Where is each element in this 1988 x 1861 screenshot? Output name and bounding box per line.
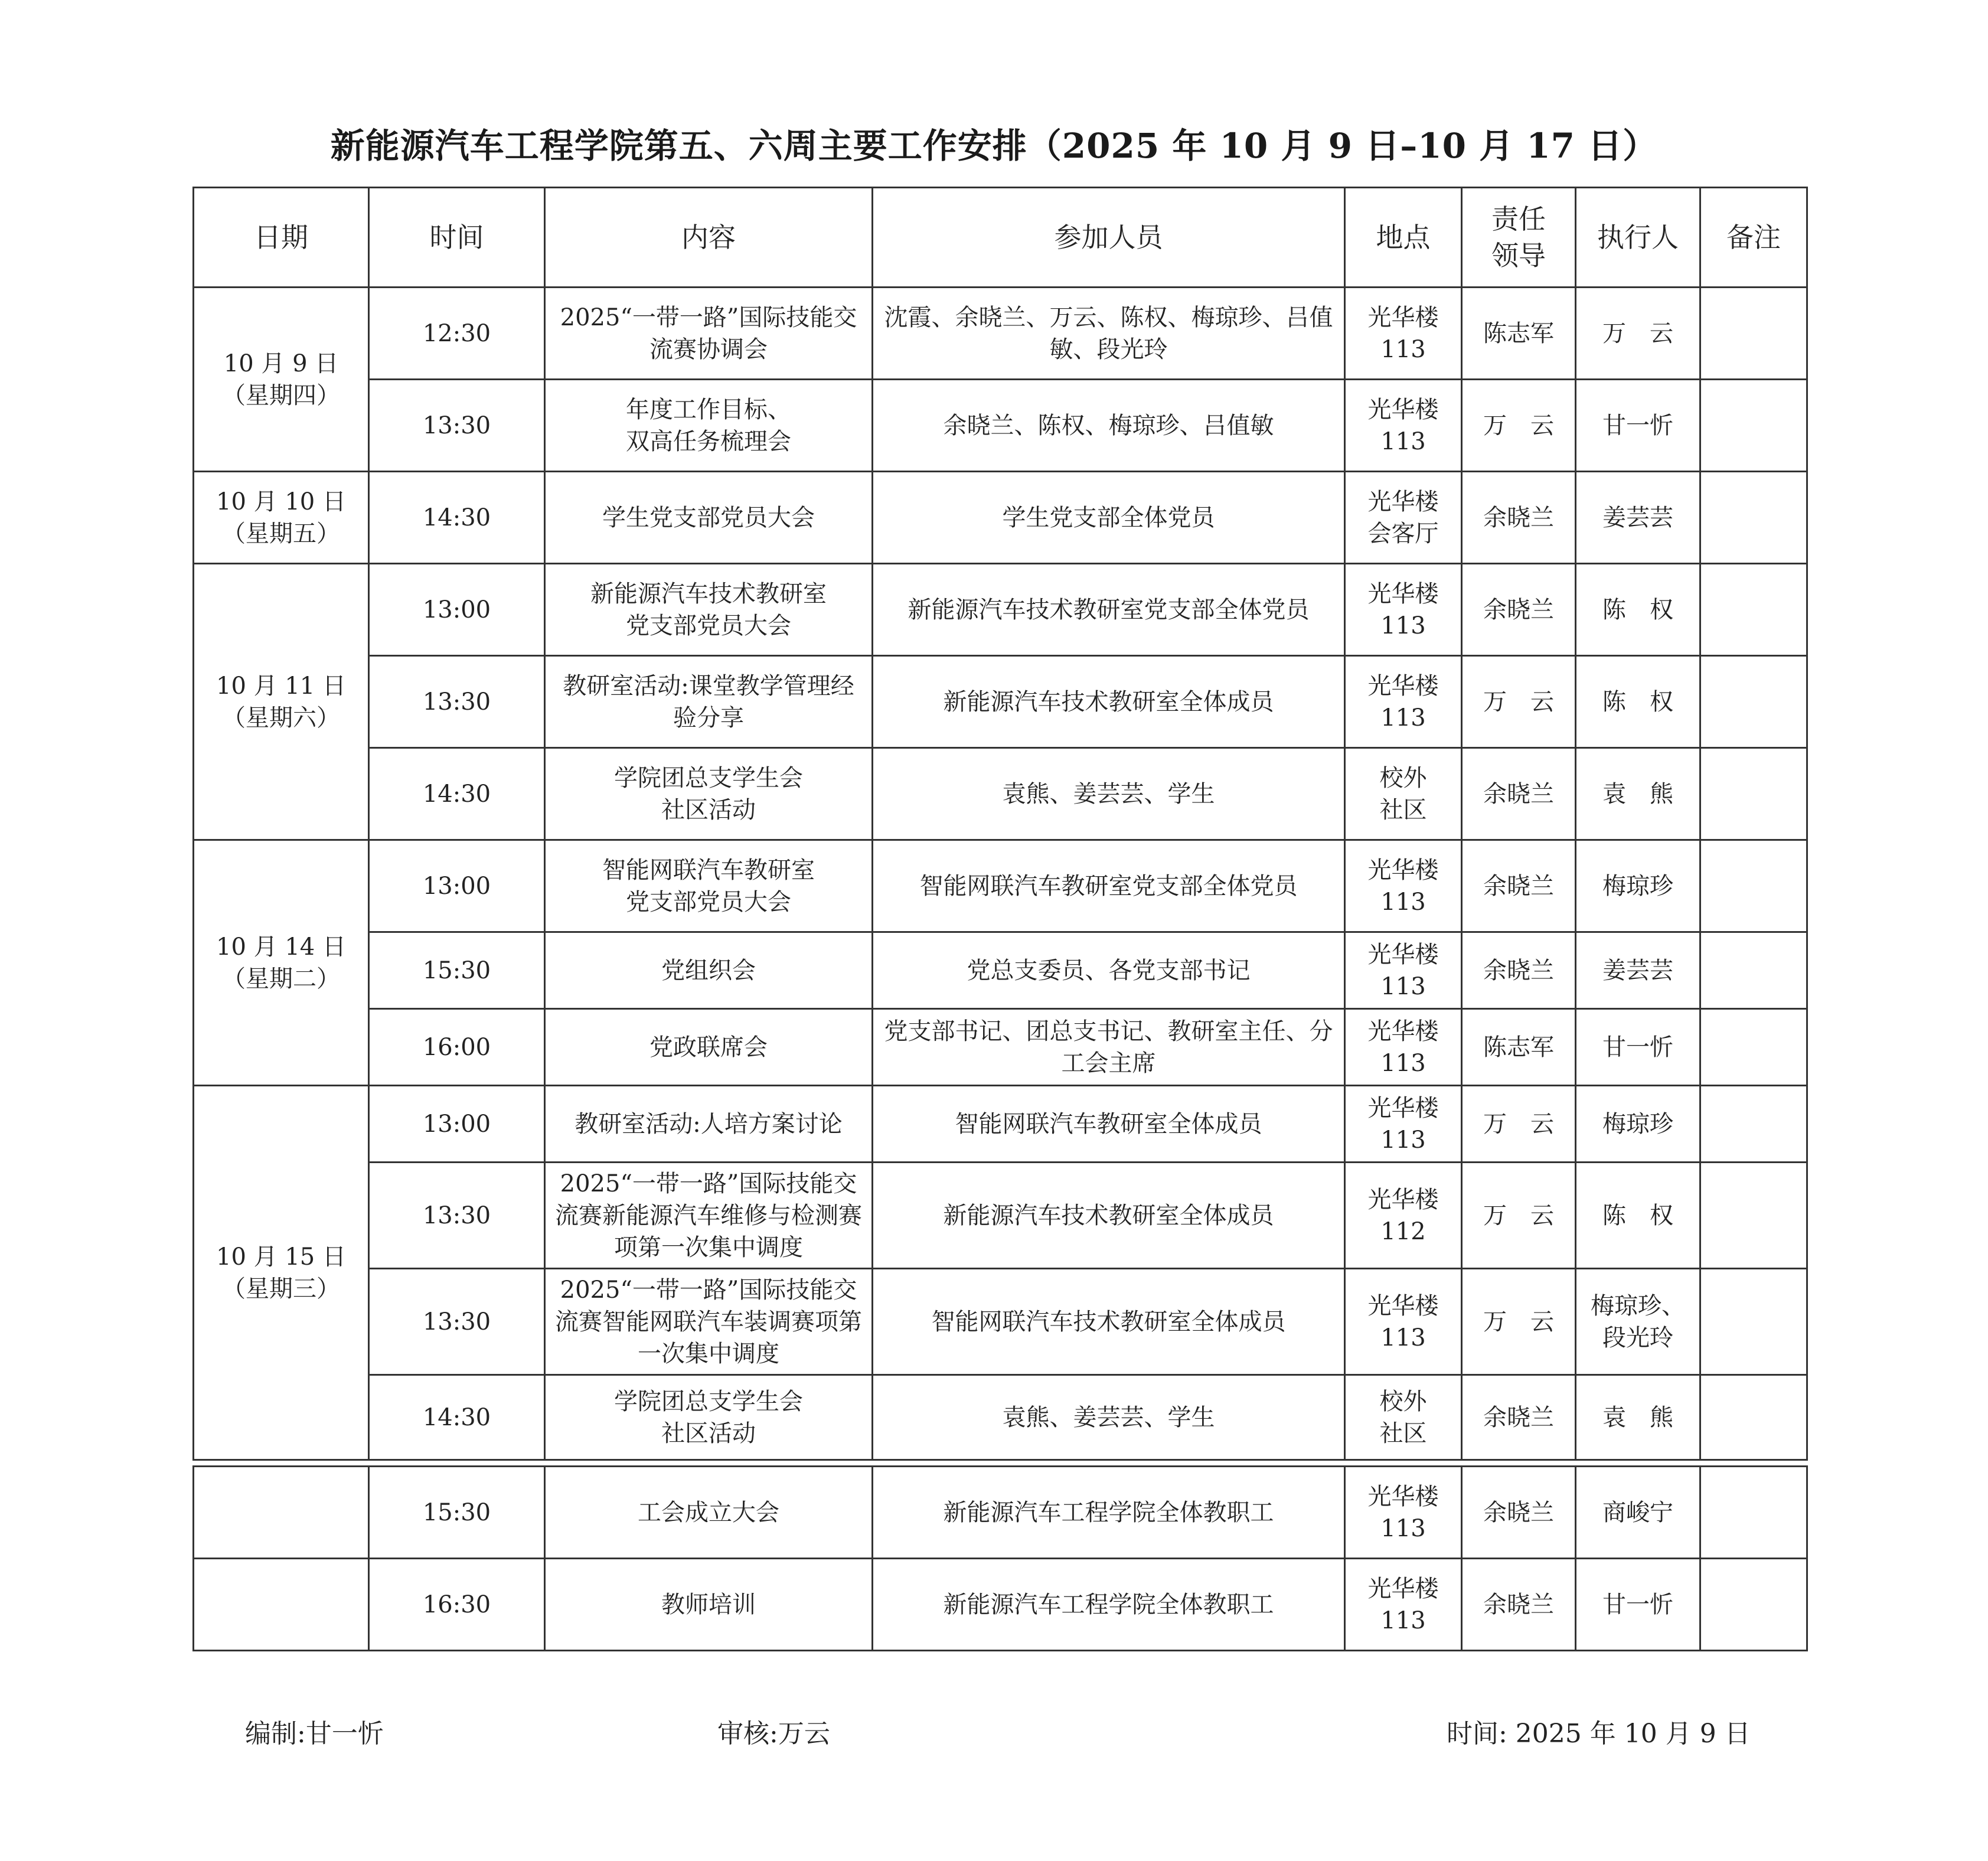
- cell-note: [1700, 1163, 1807, 1269]
- cell-content: 2025“一带一路”国际技能交流赛新能源汽车维修与检测赛项第一次集中调度: [545, 1163, 873, 1269]
- header-content: 内容: [545, 188, 873, 288]
- cell-content: 党政联席会: [545, 1009, 873, 1086]
- cell-time: 13:30: [369, 656, 545, 748]
- cell-date: [194, 1559, 369, 1651]
- cell-time: 14:30: [369, 748, 545, 840]
- cell-executor: 梅琼珍: [1576, 840, 1700, 932]
- cell-time: 16:00: [369, 1009, 545, 1086]
- cell-location: 光华楼 113: [1345, 1559, 1462, 1651]
- cell-note: [1700, 748, 1807, 840]
- cell-time: 13:30: [369, 380, 545, 472]
- cell-location: 光华楼 113: [1345, 840, 1462, 932]
- cell-leader: 余晓兰: [1462, 840, 1576, 932]
- cell-note: [1700, 1086, 1807, 1163]
- cell-note: [1700, 380, 1807, 472]
- cell-time: 15:30: [369, 1467, 545, 1559]
- cell-leader: 陈志军: [1462, 288, 1576, 380]
- table-row: [194, 1163, 1807, 1269]
- cell-note: [1700, 1009, 1807, 1086]
- cell-location: 光华楼 113: [1345, 380, 1462, 472]
- cell-location: 校外 社区: [1345, 748, 1462, 840]
- cell-location: 光华楼 113: [1345, 1086, 1462, 1163]
- header-date: 日期: [194, 188, 369, 288]
- cell-time: 13:00: [369, 564, 545, 656]
- cell-content: 党组织会: [545, 932, 873, 1009]
- cell-content: 工会成立大会: [545, 1467, 873, 1559]
- cell-participants: 袁熊、姜芸芸、学生: [873, 748, 1345, 840]
- table-row: [194, 840, 1807, 932]
- table-header-row: [194, 188, 1807, 288]
- header-leader: 责任 领导: [1462, 188, 1576, 288]
- cell-time: 13:00: [369, 840, 545, 932]
- table-row: [194, 472, 1807, 564]
- cell-leader: 余晓兰: [1462, 932, 1576, 1009]
- table-row: [194, 1375, 1807, 1460]
- cell-date: 10 月 10 日 （星期五）: [194, 472, 369, 564]
- table-row: [194, 656, 1807, 748]
- cell-participants: 党支部书记、团总支书记、教研室主任、分工会主席: [873, 1009, 1345, 1086]
- cell-participants: 智能网联汽车教研室党支部全体党员: [873, 840, 1345, 932]
- cell-content: 智能网联汽车教研室 党支部党员大会: [545, 840, 873, 932]
- table-row: [194, 288, 1807, 380]
- cell-time: 16:30: [369, 1559, 545, 1651]
- cell-participants: 智能网联汽车教研室全体成员: [873, 1086, 1345, 1163]
- cell-time: 14:30: [369, 1375, 545, 1460]
- cell-leader: 万 云: [1462, 1163, 1576, 1269]
- cell-participants: 智能网联汽车技术教研室全体成员: [873, 1269, 1345, 1375]
- cell-participants: 余晓兰、陈权、梅琼珍、吕值敏: [873, 380, 1345, 472]
- cell-participants: 新能源汽车工程学院全体教职工: [873, 1467, 1345, 1559]
- cell-note: [1700, 656, 1807, 748]
- cell-executor: 陈 权: [1576, 656, 1700, 748]
- cell-participants: 沈霞、余晓兰、万云、陈权、梅琼珍、吕值敏、段光玲: [873, 288, 1345, 380]
- cell-executor: 梅琼珍、 段光玲: [1576, 1269, 1700, 1375]
- cell-time: 13:30: [369, 1163, 545, 1269]
- cell-content: 教研室活动:人培方案讨论: [545, 1086, 873, 1163]
- table-row: [194, 932, 1807, 1009]
- cell-location: 光华楼 113: [1345, 1269, 1462, 1375]
- cell-content: 学生党支部党员大会: [545, 472, 873, 564]
- header-note: 备注: [1700, 188, 1807, 288]
- page-title: 新能源汽车工程学院第五、六周主要工作安排（2025 年 10 月 9 日–10 月 17 日）: [330, 126, 1658, 166]
- cell-leader: 陈志军: [1462, 1009, 1576, 1086]
- cell-time: 12:30: [369, 288, 545, 380]
- cell-note: [1700, 288, 1807, 380]
- cell-executor: 万 云: [1576, 288, 1700, 380]
- footer-reviewer: 审核:万云: [717, 1719, 830, 1749]
- cell-date: 10 月 9 日 （星期四）: [194, 288, 369, 472]
- cell-date: [194, 1467, 369, 1559]
- cell-note: [1700, 1559, 1807, 1651]
- cell-leader: 万 云: [1462, 1269, 1576, 1375]
- cell-content: 2025“一带一路”国际技能交流赛协调会: [545, 288, 873, 380]
- cell-location: 校外 社区: [1345, 1375, 1462, 1460]
- cell-executor: 梅琼珍: [1576, 1086, 1700, 1163]
- cell-location: 光华楼 113: [1345, 932, 1462, 1009]
- cell-note: [1700, 1467, 1807, 1559]
- cell-leader: 万 云: [1462, 1086, 1576, 1163]
- schedule-table-wrapper: [192, 187, 1806, 1651]
- cell-leader: 万 云: [1462, 656, 1576, 748]
- cell-content: 新能源汽车技术教研室 党支部党员大会: [545, 564, 873, 656]
- cell-location: 光华楼 112: [1345, 1163, 1462, 1269]
- cell-location: 光华楼 113: [1345, 1009, 1462, 1086]
- cell-content: 教师培训: [545, 1559, 873, 1651]
- cell-location: 光华楼 113: [1345, 656, 1462, 748]
- cell-participants: 党总支委员、各党支部书记: [873, 932, 1345, 1009]
- table-row: [194, 1467, 1807, 1559]
- cell-note: [1700, 1269, 1807, 1375]
- table-row: [194, 1269, 1807, 1375]
- cell-executor: 袁 熊: [1576, 748, 1700, 840]
- cell-note: [1700, 564, 1807, 656]
- cell-participants: 袁熊、姜芸芸、学生: [873, 1375, 1345, 1460]
- cell-executor: 袁 熊: [1576, 1375, 1700, 1460]
- cell-leader: 余晓兰: [1462, 1375, 1576, 1460]
- cell-content: 学院团总支学生会 社区活动: [545, 1375, 873, 1460]
- cell-executor: 姜芸芸: [1576, 472, 1700, 564]
- cell-date: 10 月 15 日 （星期三）: [194, 1086, 369, 1460]
- cell-content: 教研室活动:课堂教学管理经验分享: [545, 656, 873, 748]
- header-location: 地点: [1345, 188, 1462, 288]
- cell-date: 10 月 11 日 （星期六）: [194, 564, 369, 840]
- cell-executor: 姜芸芸: [1576, 932, 1700, 1009]
- cell-executor: 陈 权: [1576, 564, 1700, 656]
- table-row: [194, 1559, 1807, 1651]
- cell-time: 15:30: [369, 932, 545, 1009]
- schedule-table: [192, 187, 1808, 1651]
- cell-executor: 甘一忻: [1576, 1009, 1700, 1086]
- cell-time: 13:30: [369, 1269, 545, 1375]
- cell-note: [1700, 472, 1807, 564]
- cell-leader: 余晓兰: [1462, 1559, 1576, 1651]
- cell-time: 14:30: [369, 472, 545, 564]
- cell-location: 光华楼 113: [1345, 564, 1462, 656]
- table-row: [194, 564, 1807, 656]
- cell-content: 学院团总支学生会 社区活动: [545, 748, 873, 840]
- cell-location: 光华楼 会客厅: [1345, 472, 1462, 564]
- table-row: [194, 380, 1807, 472]
- cell-content: 2025“一带一路”国际技能交流赛智能网联汽车装调赛项第一次集中调度: [545, 1269, 873, 1375]
- table-gap: [194, 1460, 1807, 1467]
- schedule-body: [194, 288, 1807, 1651]
- cell-executor: 甘一忻: [1576, 1559, 1700, 1651]
- cell-participants: 新能源汽车工程学院全体教职工: [873, 1559, 1345, 1651]
- cell-leader: 万 云: [1462, 380, 1576, 472]
- cell-note: [1700, 1375, 1807, 1460]
- cell-note: [1700, 932, 1807, 1009]
- cell-location: 光华楼 113: [1345, 1467, 1462, 1559]
- cell-participants: 学生党支部全体党员: [873, 472, 1345, 564]
- cell-participants: 新能源汽车技术教研室全体成员: [873, 1163, 1345, 1269]
- cell-location: 光华楼 113: [1345, 288, 1462, 380]
- cell-executor: 陈 权: [1576, 1163, 1700, 1269]
- cell-note: [1700, 840, 1807, 932]
- table-row: [194, 748, 1807, 840]
- cell-leader: 余晓兰: [1462, 748, 1576, 840]
- header-time: 时间: [369, 188, 545, 288]
- cell-leader: 余晓兰: [1462, 564, 1576, 656]
- cell-content: 年度工作目标、 双高任务梳理会: [545, 380, 873, 472]
- footer-date: 时间: 2025 年 10 月 9 日: [1447, 1719, 1751, 1749]
- cell-executor: 甘一忻: [1576, 380, 1700, 472]
- header-executor: 执行人: [1576, 188, 1700, 288]
- cell-participants: 新能源汽车技术教研室全体成员: [873, 656, 1345, 748]
- footer-compiler: 编制:甘一忻: [245, 1719, 384, 1749]
- cell-leader: 余晓兰: [1462, 472, 1576, 564]
- header-participants: 参加人员: [873, 188, 1345, 288]
- cell-executor: 商峻宁: [1576, 1467, 1700, 1559]
- cell-time: 13:00: [369, 1086, 545, 1163]
- cell-participants: 新能源汽车技术教研室党支部全体党员: [873, 564, 1345, 656]
- table-row: [194, 1086, 1807, 1163]
- cell-leader: 余晓兰: [1462, 1467, 1576, 1559]
- table-row: [194, 1009, 1807, 1086]
- cell-date: 10 月 14 日 （星期二）: [194, 840, 369, 1086]
